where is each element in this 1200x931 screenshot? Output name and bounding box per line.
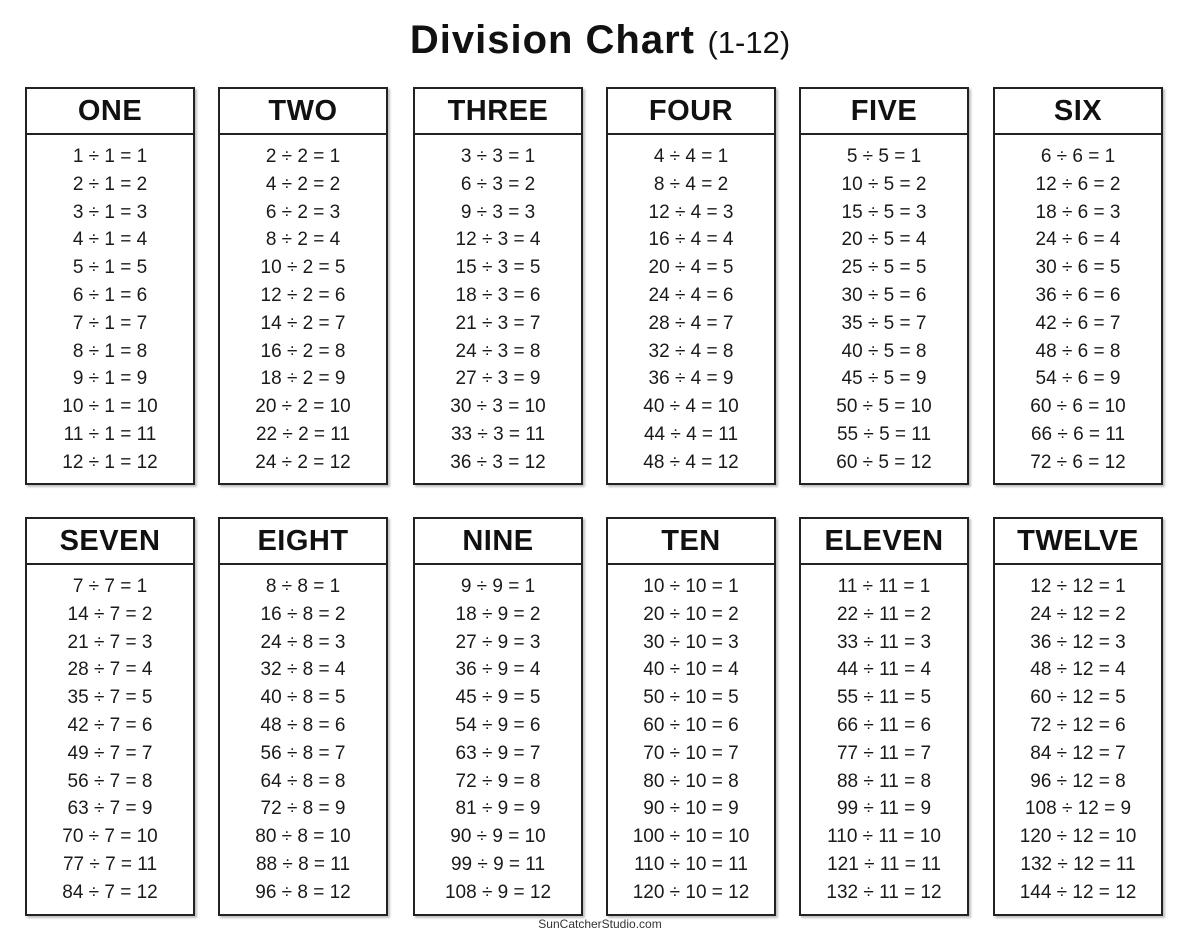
division-fact: 15 ÷ 5 = 3 (841, 201, 927, 223)
division-fact: 90 ÷ 10 = 9 (643, 798, 739, 820)
division-fact: 55 ÷ 11 = 5 (836, 687, 932, 709)
division-fact: 60 ÷ 5 = 12 (836, 451, 932, 473)
division-fact: 48 ÷ 6 = 8 (1035, 340, 1121, 362)
division-fact: 48 ÷ 4 = 12 (643, 451, 739, 473)
division-fact: 16 ÷ 4 = 4 (648, 229, 734, 251)
division-fact: 14 ÷ 2 = 7 (260, 312, 346, 334)
division-fact: 88 ÷ 11 = 8 (836, 770, 932, 792)
division-fact: 28 ÷ 7 = 4 (67, 659, 153, 681)
table-header: ONE (27, 89, 193, 135)
table-body (415, 565, 581, 907)
division-fact: 24 ÷ 4 = 6 (648, 284, 734, 306)
division-fact: 33 ÷ 11 = 3 (836, 631, 932, 653)
division-fact: 72 ÷ 6 = 12 (1030, 451, 1126, 473)
table-header: SEVEN (27, 519, 193, 565)
division-fact: 15 ÷ 3 = 5 (455, 257, 541, 279)
division-fact: 64 ÷ 8 = 8 (260, 770, 346, 792)
division-fact: 11 ÷ 1 = 11 (63, 423, 157, 445)
table-body (995, 135, 1161, 477)
division-fact: 99 ÷ 9 = 11 (450, 853, 546, 875)
table-body (995, 565, 1161, 907)
division-fact: 49 ÷ 7 = 7 (67, 742, 153, 764)
title-main: Division Chart (409, 18, 695, 62)
division-fact: 12 ÷ 3 = 4 (455, 229, 541, 251)
table-header: SIX (995, 89, 1161, 135)
division-fact: 63 ÷ 7 = 9 (67, 798, 153, 820)
division-fact: 54 ÷ 6 = 9 (1035, 368, 1121, 390)
table-body (27, 135, 193, 477)
division-fact: 56 ÷ 7 = 8 (67, 770, 153, 792)
table-body (608, 135, 774, 477)
division-fact: 12 ÷ 1 = 12 (62, 451, 158, 473)
division-fact: 77 ÷ 7 = 11 (62, 853, 158, 875)
division-fact: 27 ÷ 3 = 9 (455, 368, 541, 390)
table-body (801, 135, 967, 477)
division-fact: 36 ÷ 3 = 12 (450, 451, 546, 473)
division-fact: 3 ÷ 3 = 1 (460, 146, 536, 167)
division-fact: 30 ÷ 5 = 6 (841, 284, 927, 306)
division-fact: 25 ÷ 5 = 5 (841, 257, 927, 279)
division-fact: 84 ÷ 12 = 7 (1030, 742, 1126, 764)
division-fact: 81 ÷ 9 = 9 (455, 798, 541, 820)
division-fact: 84 ÷ 7 = 12 (62, 881, 158, 903)
table-body (27, 565, 193, 907)
division-fact: 30 ÷ 10 = 3 (643, 631, 739, 653)
division-fact: 40 ÷ 10 = 4 (643, 659, 739, 681)
division-fact: 48 ÷ 12 = 4 (1030, 659, 1126, 681)
table-body (415, 135, 581, 477)
table-header: TWO (220, 89, 386, 135)
division-table-five (799, 87, 969, 485)
division-fact: 30 ÷ 6 = 5 (1035, 257, 1121, 279)
division-fact: 35 ÷ 5 = 7 (841, 312, 927, 334)
division-table-eleven (799, 517, 969, 916)
division-fact: 7 ÷ 7 = 1 (72, 576, 148, 597)
division-fact: 4 ÷ 1 = 4 (72, 229, 148, 251)
division-fact: 24 ÷ 6 = 4 (1035, 229, 1121, 251)
division-fact: 10 ÷ 2 = 5 (260, 257, 346, 279)
division-fact: 36 ÷ 6 = 6 (1035, 284, 1121, 306)
division-fact: 50 ÷ 10 = 5 (643, 687, 739, 709)
division-fact: 12 ÷ 4 = 3 (648, 201, 734, 223)
division-fact: 40 ÷ 4 = 10 (643, 396, 739, 418)
table-header: ELEVEN (801, 519, 967, 565)
division-fact: 11 ÷ 11 = 1 (837, 576, 931, 597)
division-table-twelve (993, 517, 1163, 916)
division-fact: 10 ÷ 10 = 1 (643, 576, 739, 597)
division-fact: 9 ÷ 1 = 9 (72, 368, 148, 390)
division-fact: 21 ÷ 3 = 7 (455, 312, 541, 334)
division-fact: 20 ÷ 4 = 5 (648, 257, 734, 279)
division-fact: 12 ÷ 12 = 1 (1030, 576, 1126, 597)
division-fact: 30 ÷ 3 = 10 (450, 396, 546, 418)
division-fact: 2 ÷ 2 = 1 (265, 146, 341, 167)
division-fact: 108 ÷ 12 = 9 (1024, 798, 1132, 820)
division-fact: 44 ÷ 11 = 4 (836, 659, 932, 681)
division-fact: 55 ÷ 5 = 11 (836, 423, 932, 445)
division-fact: 9 ÷ 3 = 3 (460, 201, 536, 223)
table-header: TEN (608, 519, 774, 565)
division-fact: 40 ÷ 5 = 8 (841, 340, 927, 362)
division-fact: 48 ÷ 8 = 6 (260, 714, 346, 736)
division-fact: 2 ÷ 1 = 2 (72, 173, 148, 195)
division-fact: 6 ÷ 6 = 1 (1040, 146, 1116, 167)
division-fact: 22 ÷ 2 = 11 (255, 423, 351, 445)
division-fact: 8 ÷ 2 = 4 (265, 229, 341, 251)
division-fact: 8 ÷ 4 = 2 (653, 173, 729, 195)
division-fact: 4 ÷ 4 = 1 (653, 146, 729, 167)
division-fact: 20 ÷ 5 = 4 (841, 229, 927, 251)
division-fact: 80 ÷ 10 = 8 (643, 770, 739, 792)
division-fact: 60 ÷ 12 = 5 (1030, 687, 1126, 709)
division-fact: 96 ÷ 12 = 8 (1030, 770, 1126, 792)
division-fact: 35 ÷ 7 = 5 (67, 687, 153, 709)
division-fact: 44 ÷ 4 = 11 (643, 423, 739, 445)
division-fact: 24 ÷ 12 = 2 (1030, 603, 1126, 625)
division-fact: 60 ÷ 10 = 6 (643, 714, 739, 736)
division-fact: 50 ÷ 5 = 10 (836, 396, 932, 418)
division-fact: 27 ÷ 9 = 3 (455, 631, 541, 653)
division-fact: 66 ÷ 11 = 6 (836, 714, 932, 736)
division-fact: 132 ÷ 12 = 11 (1020, 853, 1136, 875)
division-fact: 1 ÷ 1 = 1 (72, 146, 148, 167)
division-table-six (993, 87, 1163, 485)
division-table-four (606, 87, 776, 485)
division-fact: 10 ÷ 5 = 2 (841, 173, 927, 195)
division-fact: 4 ÷ 2 = 2 (265, 173, 341, 195)
division-fact: 33 ÷ 3 = 11 (450, 423, 546, 445)
division-fact: 121 ÷ 11 = 11 (827, 853, 941, 875)
division-fact: 10 ÷ 1 = 10 (62, 396, 158, 418)
table-body (220, 565, 386, 907)
division-fact: 16 ÷ 8 = 2 (260, 603, 346, 625)
division-fact: 7 ÷ 1 = 7 (72, 312, 148, 334)
division-fact: 60 ÷ 6 = 10 (1030, 396, 1126, 418)
division-fact: 80 ÷ 8 = 10 (255, 826, 351, 848)
division-fact: 63 ÷ 9 = 7 (455, 742, 541, 764)
division-fact: 18 ÷ 6 = 3 (1035, 201, 1121, 223)
title-range: (1-12) (707, 25, 791, 60)
division-table-ten (606, 517, 776, 916)
division-fact: 96 ÷ 8 = 12 (255, 881, 351, 903)
division-fact: 45 ÷ 5 = 9 (841, 368, 927, 390)
division-fact: 120 ÷ 12 = 10 (1019, 826, 1137, 848)
division-fact: 12 ÷ 6 = 2 (1035, 173, 1121, 195)
division-fact: 36 ÷ 4 = 9 (648, 368, 734, 390)
division-fact: 32 ÷ 8 = 4 (260, 659, 346, 681)
division-fact: 20 ÷ 10 = 2 (643, 603, 739, 625)
division-fact: 110 ÷ 10 = 11 (634, 853, 748, 875)
division-fact: 70 ÷ 10 = 7 (643, 742, 739, 764)
division-fact: 42 ÷ 6 = 7 (1035, 312, 1121, 334)
division-fact: 99 ÷ 11 = 9 (836, 798, 932, 820)
division-fact: 108 ÷ 9 = 12 (444, 881, 552, 903)
division-table-one (25, 87, 195, 485)
division-fact: 9 ÷ 9 = 1 (460, 576, 536, 597)
table-header: THREE (415, 89, 581, 135)
division-fact: 120 ÷ 10 = 12 (632, 881, 750, 903)
division-table-two (218, 87, 388, 485)
division-fact: 132 ÷ 11 = 12 (826, 881, 942, 903)
division-fact: 6 ÷ 2 = 3 (265, 201, 341, 223)
table-body (608, 565, 774, 907)
division-fact: 100 ÷ 10 = 10 (632, 826, 750, 848)
division-fact: 16 ÷ 2 = 8 (260, 340, 346, 362)
table-header: EIGHT (220, 519, 386, 565)
table-body (801, 565, 967, 907)
division-fact: 36 ÷ 12 = 3 (1030, 631, 1126, 653)
division-fact: 6 ÷ 1 = 6 (72, 284, 148, 306)
footer-credit: SunCatcherStudio.com (538, 917, 662, 931)
division-table-three (413, 87, 583, 485)
division-fact: 40 ÷ 8 = 5 (260, 687, 346, 709)
division-fact: 77 ÷ 11 = 7 (836, 742, 932, 764)
division-fact: 72 ÷ 8 = 9 (260, 798, 346, 820)
table-body (220, 135, 386, 477)
division-fact: 66 ÷ 6 = 11 (1030, 423, 1126, 445)
division-fact: 18 ÷ 3 = 6 (455, 284, 541, 306)
division-fact: 24 ÷ 2 = 12 (255, 451, 351, 473)
division-fact: 56 ÷ 8 = 7 (260, 742, 346, 764)
division-fact: 54 ÷ 9 = 6 (455, 714, 541, 736)
division-fact: 90 ÷ 9 = 10 (450, 826, 546, 848)
division-fact: 8 ÷ 1 = 8 (72, 340, 148, 362)
division-fact: 20 ÷ 2 = 10 (255, 396, 351, 418)
division-fact: 22 ÷ 11 = 2 (836, 603, 932, 625)
division-table-seven (25, 517, 195, 916)
table-header: NINE (415, 519, 581, 565)
division-fact: 24 ÷ 8 = 3 (260, 631, 346, 653)
division-fact: 28 ÷ 4 = 7 (648, 312, 734, 334)
division-fact: 12 ÷ 2 = 6 (260, 284, 346, 306)
division-fact: 110 ÷ 11 = 10 (827, 826, 941, 848)
division-fact: 42 ÷ 7 = 6 (67, 714, 153, 736)
division-fact: 18 ÷ 2 = 9 (260, 368, 346, 390)
division-fact: 72 ÷ 9 = 8 (455, 770, 541, 792)
division-fact: 8 ÷ 8 = 1 (265, 576, 341, 597)
division-fact: 6 ÷ 3 = 2 (460, 173, 536, 195)
division-fact: 88 ÷ 8 = 11 (255, 853, 351, 875)
division-fact: 45 ÷ 9 = 5 (455, 687, 541, 709)
division-fact: 24 ÷ 3 = 8 (455, 340, 541, 362)
division-fact: 18 ÷ 9 = 2 (455, 603, 541, 625)
division-fact: 144 ÷ 12 = 12 (1019, 881, 1137, 903)
division-fact: 5 ÷ 5 = 1 (846, 146, 922, 167)
division-fact: 14 ÷ 7 = 2 (67, 603, 153, 625)
division-fact: 36 ÷ 9 = 4 (455, 659, 541, 681)
division-fact: 21 ÷ 7 = 3 (67, 631, 153, 653)
division-table-eight (218, 517, 388, 916)
division-table-nine (413, 517, 583, 916)
division-fact: 72 ÷ 12 = 6 (1030, 714, 1126, 736)
division-fact: 32 ÷ 4 = 8 (648, 340, 734, 362)
table-header: FIVE (801, 89, 967, 135)
table-header: FOUR (608, 89, 774, 135)
table-header: TWELVE (995, 519, 1161, 565)
division-fact: 3 ÷ 1 = 3 (72, 201, 148, 223)
division-fact: 70 ÷ 7 = 10 (62, 826, 158, 848)
division-fact: 5 ÷ 1 = 5 (72, 257, 148, 279)
